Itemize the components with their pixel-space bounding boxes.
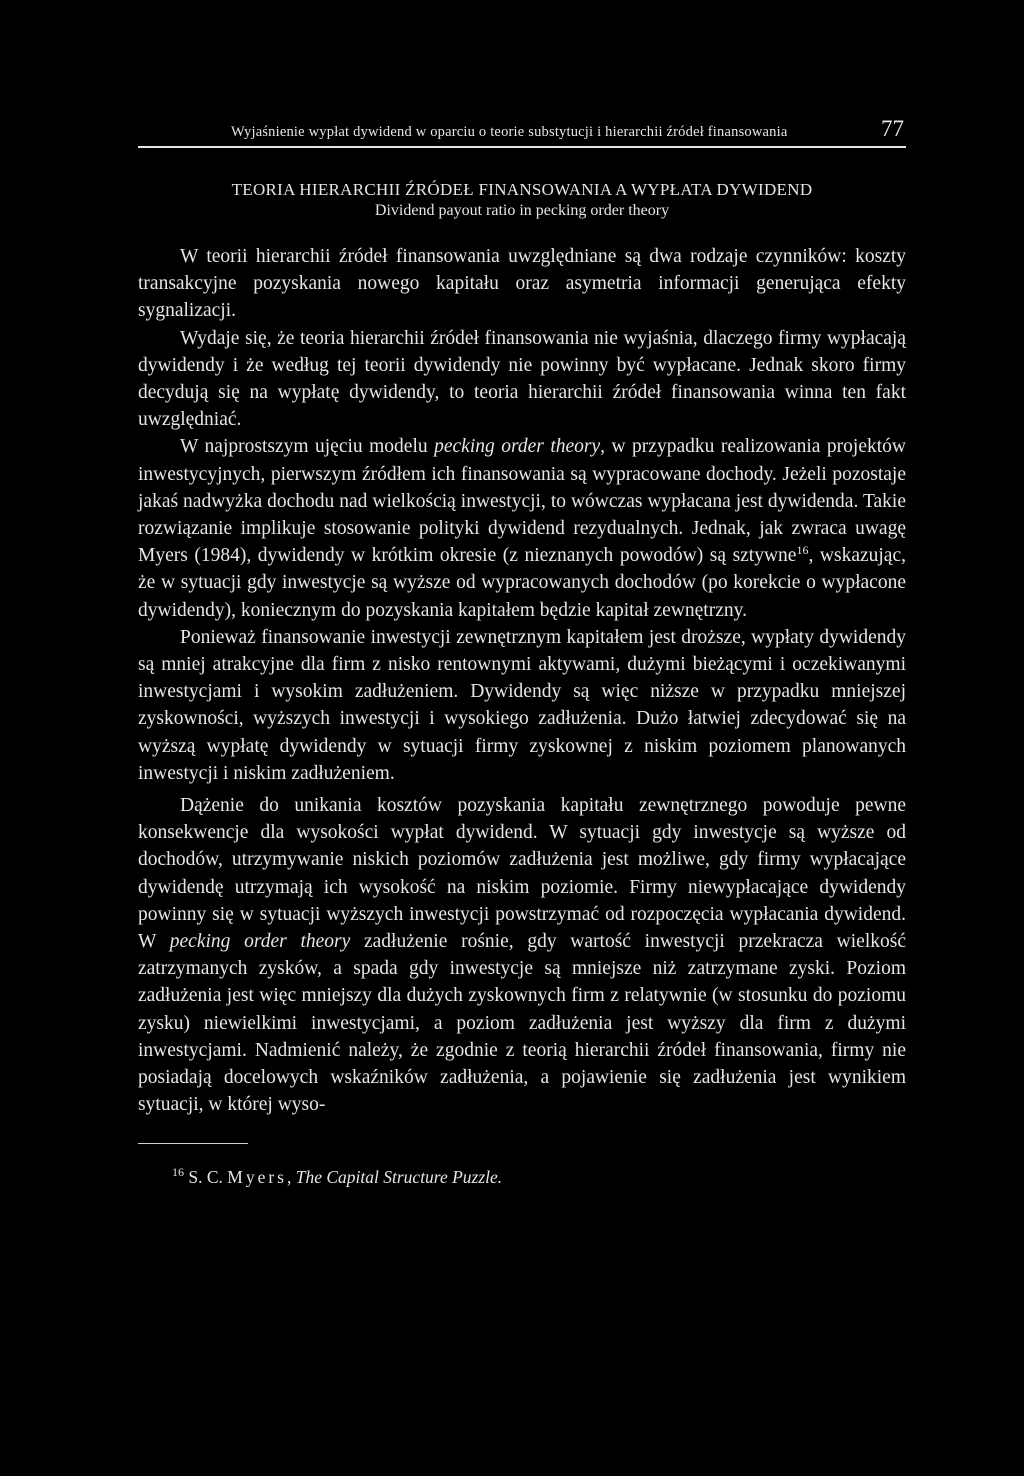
paragraph-4: Ponieważ finansowanie inwestycji zewnętrznym kapitałem jest droższe, wypłaty dywidendy są mniej atrakcyjne dla firm z nisko rentownymi aktywami, dużymi bieżącymi i oczekiwanymi inwestycjami i wysokim zadłużeniem. Dywidendy są więc niższe w przypadku mniejszej zyskowności, wyższych inwestycji i wysokiego zadłużenia. Dużo łatwiej zdecydować się na wyższą wypłatę dywidendy w sytuacji firmy zyskownej z niskim poziomem planowanych inwestycji i niskim zadłużeniem.: [138, 626, 906, 784]
page-number: 77: [881, 116, 904, 141]
footnote: [172, 1166, 906, 1188]
footnote-number: 16: [172, 1164, 184, 1179]
footnote-separator: ,: [287, 1166, 296, 1187]
paragraph-3-text-c: , wskazując, że w sytuacji gdy inwestycje są wyższe od wypracowanych dochodów (po korekcie o wypłacone dywidendy), koniecznym do pozyskania kapitałem będzie kapitał zewnętrzny.: [138, 545, 906, 621]
section-title: TEORIA HIERARCHII ŹRÓDEŁ FINANSOWANIA A WYPŁATA DYWIDEND: [231, 180, 813, 199]
page: [138, 112, 906, 1188]
paragraph-5: [138, 792, 906, 1118]
paragraph-2: Wydaje się, że teoria hierarchii źródeł finansowania nie wyjaśnia, dlaczego firmy wypłacają dywidendy i że według tej teorii dywidendy nie powinny być wypłacane. Jednak skoro firmy decydują się na wypłatę dywidendy, to teoria hierarchii źródeł finansowania winna ten fakt uwzględniać.: [138, 327, 906, 431]
paragraph-3-italic-term: pecking order theory: [434, 436, 601, 458]
paragraph-3: [138, 433, 906, 623]
paragraph-3-text-a: W najprostszym ujęciu modelu: [180, 436, 435, 458]
running-head: [138, 112, 906, 148]
paragraph-5-italic-term: pecking order theory: [169, 931, 351, 953]
paragraph-3-text-b: , w przypadku realizowania projektów inwestycyjnych, pierwszym źródłem ich finansowania są wypracowane dochody. Jeżeli pozostaje jakaś nadwyżka dochodu nad wielkością inwestycji, to wówczas wypłacana jest dywidenda. Takie rozwiązanie implikuje stosowanie polityki dywidend rezydualnych. Jednak, jak zwraca uwagę Myers (1984), dywidendy w krótkim okresie (z nieznanych powodów) są sztywne: [138, 436, 906, 567]
paragraph-5-text-b: zadłużenie rośnie, gdy wartość inwestycji przekracza wielkość zatrzymanych zysków, a spada gdy inwestycje są mniejsze niż zatrzymane zyski. Poziom zadłużenia jest więc mniejszy dla dużych zyskownych firm z relatywnie (w stosunku do poziomu zysku) niewielkimi inwestycjami, a poziom zadłużenia jest wyższy dla firm z dużymi inwestycjami. Nadmienić należy, że zgodnie z teorią hierarchii źródeł finansowania, firmy nie posiadają docelowych wskaźników zadłużenia, a pojawienie się zadłużenia jest wynikiem sytuacji, w której wyso-: [138, 931, 906, 1116]
footnote-reference[interactable]: 16: [796, 543, 809, 558]
body-text: [138, 243, 906, 1119]
paragraph-5-text-a: Dążenie do unikania kosztów pozyskania kapitału zewnętrznego powoduje pewne konsekwencje dla wysokości wypłat dywidend. W sytuacji gdy inwestycje są wyższe od dochodów, utrzymywanie niskich poziomów zadłużenia jest możliwe, gdy firmy wypłacające dywidendę utrzymają ich wysokość na niskim poziomie. Firmy niewypłacające dywidendy powinny się w sytuacji wyższych inwestycji powstrzymać od rozpoczęcia wypłacania dywidend. W: [138, 795, 906, 953]
footnote-title: The Capital Structure Puzzle.: [295, 1166, 503, 1187]
footnote-author: Myers: [227, 1166, 287, 1187]
footnote-initials: S. C.: [188, 1166, 228, 1187]
running-head-title: Wyjaśnienie wypłat dywidend w oparciu o teorie substytucji i hierarchii źródeł finansowania: [231, 124, 788, 140]
footnote-divider: [138, 1143, 248, 1144]
section-subtitle: Dividend payout ratio in pecking order theory: [374, 202, 670, 219]
paragraph-1: W teorii hierarchii źródeł finansowania uwzględniane są dwa rodzaje czynników: koszty transakcyjne pozyskania nowego kapitału oraz asymetria informacji generująca efekty sygnalizacji.: [138, 246, 906, 322]
